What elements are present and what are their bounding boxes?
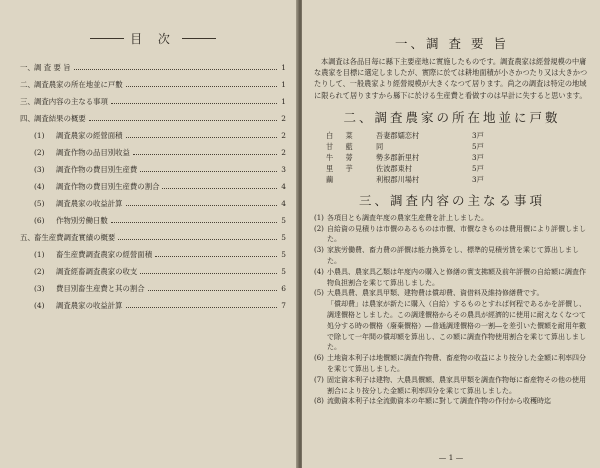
toc-entry-title: 調査作物の費目別生産費の割合 [56, 182, 160, 191]
location-count: 5戸 [472, 163, 484, 173]
content-item [314, 224, 590, 246]
content-item-number: (8) [314, 397, 324, 406]
toc-entry-page: 4 [281, 182, 286, 191]
toc-entry-number: (5) [34, 199, 45, 208]
toc-entry-number: 五、 [20, 233, 35, 242]
location-crop: 白 菜 [326, 130, 358, 140]
content-item-list [314, 213, 590, 407]
content-item [314, 353, 590, 375]
toc-entry-number: 一、 [20, 63, 35, 72]
toc-entry-title: 調査農家の收益計算 [56, 301, 123, 310]
toc-entry-number: 四、 [20, 114, 35, 123]
location-crop: 牛 蒡 [326, 152, 358, 162]
toc-entry-number: (2) [34, 267, 45, 276]
content-item-number: (2) [314, 224, 324, 233]
toc-heading-text: 目 次 [130, 32, 176, 46]
toc-entry-number: (4) [34, 301, 45, 310]
toc-entry [20, 148, 286, 158]
content-item [314, 299, 590, 353]
toc-entry [20, 233, 286, 243]
location-row [326, 152, 590, 163]
toc-dot-leader [140, 273, 277, 274]
toc-entry-number: (1) [34, 250, 45, 259]
content-item-number: (6) [314, 354, 324, 363]
content-item-number [314, 299, 327, 353]
heading-rule-left [90, 38, 124, 39]
toc-dot-leader [140, 171, 277, 172]
page-number: — 1 — [438, 453, 464, 462]
toc-entry [20, 216, 286, 226]
toc-entry-number: (2) [34, 148, 45, 157]
toc-dot-leader [126, 307, 277, 308]
section-title-1: 一、調 査 要 旨 [395, 36, 509, 51]
toc-entry [20, 301, 286, 311]
toc-entry-title: 調査結果の概要 [34, 114, 86, 123]
toc-dot-leader [126, 86, 277, 87]
toc-entry-page: 1 [281, 63, 286, 72]
toc-dot-leader [133, 154, 277, 155]
content-item-text: 小農具、農家具乙類は年度内の購入と修繕の實支拂額及前年評價の自給額に調査作物負担割合を乘じて算出しました。 [327, 267, 586, 287]
content-item-number: (3) [314, 246, 324, 255]
location-count: 3戸 [472, 152, 484, 162]
location-place: 佐波郡東村 [376, 163, 412, 173]
location-place: 利根郡川場村 [376, 174, 420, 184]
toc-entry-page: 2 [281, 148, 286, 157]
content-item-number: (7) [314, 375, 324, 384]
toc-entry [20, 199, 286, 209]
toc-entry-title: 調査農家の收益計算 [56, 199, 123, 208]
location-crop: 甘 藍 [326, 141, 358, 151]
content-item-text: 各項目とも調査年度の農家生産費を計上しました。 [327, 213, 488, 222]
toc-entry [20, 63, 286, 73]
toc-entry [20, 114, 286, 124]
toc-entry-title: 費目別畜生産費と其の割合 [56, 284, 145, 293]
toc-entry [20, 250, 286, 260]
toc-entry-page: 5 [281, 267, 286, 276]
content-item-number: (5) [314, 289, 324, 298]
toc-entry-title: 調査作物の費目別生産費 [56, 165, 138, 174]
toc-page [0, 0, 298, 468]
toc-entry-number: 二、 [20, 80, 35, 89]
toc-dot-leader [111, 222, 277, 223]
toc-dot-leader [118, 239, 277, 240]
content-item-text: 「償却費」は農家が新たに購入（自給）するものとすれば何程であるかを評價し、調達價格としました。この調達價格からその農具が經濟的に使用に耐えなくなつて処分する時の價格（廢棄價格）―普通調達價格の一割―を差引いた價額を耐用年數で除して一年間の償却額を算出し、この額に調査作物使用割合を乘じて算出しました。 [327, 300, 586, 352]
body-page [302, 0, 600, 468]
content-item [314, 213, 590, 224]
toc-dot-leader [111, 103, 277, 104]
toc-entry-title: 作物別労働日數 [56, 216, 108, 225]
location-row [326, 130, 590, 141]
content-item-text: 自給資の見積りは市價のあるものは市價、市價なきものは費用價により評價しました。 [327, 224, 586, 244]
toc-entry-title: 調査作物の品目別收益 [56, 148, 130, 157]
toc-entry-title: 調査農家の經營面積 [56, 131, 123, 140]
content-item [314, 288, 590, 299]
toc-entry-number: (3) [34, 284, 45, 293]
toc-entry-page: 2 [281, 131, 286, 140]
toc-entry-title: 畜生産費調査農家の經營面積 [56, 250, 153, 259]
toc-dot-leader [148, 290, 277, 291]
location-row [326, 141, 590, 152]
toc-dot-leader [89, 120, 277, 121]
toc-dot-leader [126, 205, 277, 206]
content-item [314, 375, 590, 397]
toc-entry-title: 調 査 要 旨 [34, 63, 71, 72]
content-item [314, 396, 590, 407]
toc-entry-number: (4) [34, 182, 45, 191]
content-item [314, 267, 590, 289]
toc-entry-number: (1) [34, 131, 45, 140]
toc-entry-number: (3) [34, 165, 45, 174]
section-title-2: 二、調査農家の所在地並に戸數 [343, 109, 561, 125]
content-item-text: 流動資本利子は全流動資本の年額に對して調査作物の作付から收穫時迄 [327, 397, 551, 406]
toc-heading [20, 30, 286, 47]
toc-entry-page: 1 [281, 97, 286, 106]
toc-dot-leader [74, 69, 277, 70]
toc-entry-page: 1 [281, 80, 286, 89]
location-place: 勢多郡新里村 [376, 152, 420, 162]
toc-entry [20, 165, 286, 175]
content-item-number: (4) [314, 267, 324, 276]
location-place: 吾妻郡嬬恋村 [376, 130, 420, 140]
location-table [326, 130, 590, 185]
toc-entry [20, 80, 286, 90]
toc-entry-page: 5 [281, 216, 286, 225]
section-title-3: 三、調査内容の主なる事項 [358, 192, 545, 208]
toc-entry-page: 5 [281, 250, 286, 259]
toc-entry-page: 6 [281, 284, 286, 293]
toc-entry-title: 調査内容の主なる事項 [34, 97, 108, 106]
toc-entry [20, 284, 286, 294]
heading-rule-right [182, 38, 216, 39]
location-count: 3戸 [472, 174, 484, 184]
content-item-text: 大農具費、農家具甲類、建物費は償却費、資借料及維持修繕費です。 [327, 289, 544, 298]
section-1-text: 本調査は各品目毎に縣下主要産地に實施したものです。調査農家は經營規模の中庸な農家を目標に選定しましたが、實際に於ては耕地面積が小さかつたり又は大きかつたりして、一般農家より經營規模が大きくなつて居ります。尚之の調査は特定の地域に限られて居りますから縣下に於ける生産費と看做すのは早計に失すると思います。 [314, 57, 588, 100]
content-item-number: (1) [314, 213, 324, 222]
toc-entry-title: 畜生産費調査實績の概要 [34, 233, 116, 242]
toc-dot-leader [162, 188, 277, 189]
toc-entry [20, 267, 286, 277]
toc-entry-page: 4 [281, 199, 286, 208]
toc-list [20, 63, 286, 311]
toc-entry-page: 2 [281, 114, 286, 123]
toc-entry [20, 97, 286, 107]
location-row [326, 163, 590, 174]
content-item-text: 固定資本利子は建物、大農具價額、農家具甲類を調査作物毎に畜産物その他の使用割合により按分した金額に利率四分を乘じて算出しました。 [327, 375, 586, 395]
content-item [314, 245, 590, 267]
location-place: 同 [376, 141, 384, 151]
toc-dot-leader [126, 137, 277, 138]
toc-entry-page: 5 [281, 233, 286, 242]
toc-entry-number: 三、 [20, 97, 35, 106]
toc-dot-leader [155, 256, 277, 257]
toc-entry-page: 7 [281, 301, 286, 310]
location-count: 5戸 [472, 141, 484, 151]
toc-entry [20, 182, 286, 192]
content-item-text: 土地資本利子は地價額に調査作物費、畜産物の收益により按分した金額に利率四分を乘じて算出しました。 [327, 354, 586, 373]
toc-entry-title: 調査農家の所在地並に戸數 [34, 80, 123, 89]
toc-entry [20, 131, 286, 141]
toc-entry-title: 調査經畜調査農家の收支 [56, 267, 138, 276]
content-item-text: 家族労働費、畜力費の評價は能力換算をし、標準的見積労賃を乘じて算出しました。 [327, 246, 579, 265]
location-count: 3戸 [472, 130, 484, 140]
location-crop: 里 芋 [326, 163, 358, 173]
location-crop: 繭 [326, 174, 339, 184]
toc-entry-page: 3 [281, 165, 286, 174]
location-row [326, 174, 590, 185]
toc-entry-number: (6) [34, 216, 45, 225]
